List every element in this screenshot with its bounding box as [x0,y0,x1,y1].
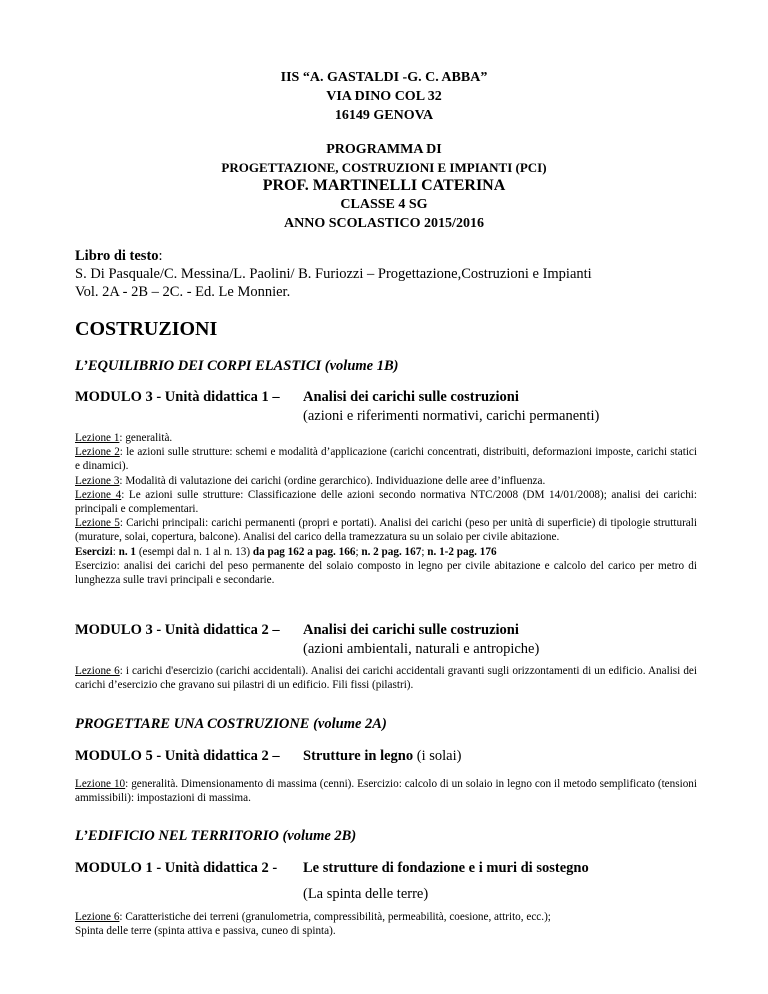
module-label: MODULO 5 - Unità didattica 2 – [75,748,280,764]
lesson-4: Lezione 4: Le azioni sulle strutture: Classificazione delle azioni secondo normativa NTC/2008 (DM 14/01/2008); analisi dei carichi: principali e complementari. [75,488,697,516]
module-label: MODULO 3 - Unità didattica 1 – [75,389,280,405]
lesson-5: Lezione 5: Carichi principali: carichi permanenti (propri e portati). Analisi dei carichi (peso per unità di superficie) di tipologie strutturali (murature, solai, copertura, balcone). Analisi del carico della tramezzatura su un solaio per civile abitazione. [75,517,697,544]
lessons-block-4 [75,910,697,938]
textbook-authors: S. Di Pasquale/C. Messina/L. Paolini/ B. Furiozzi – Progettazione,Costruzioni e Impianti [75,266,592,282]
subject-title: PROGETTAZIONE, COSTRUZIONI E IMPIANTI (PCI) [221,160,547,175]
module-subtitle: (azioni ambientali, naturali e antropiche) [303,641,540,657]
lessons-block-1 [75,431,697,587]
lesson-2: Lezione 2: le azioni sulle strutture: schemi e modalità d’applicazione (carichi concentrati, distribuiti, deformazioni imposte, carichi statici e dinamici). [75,446,697,473]
class-name: CLASSE 4 SG [340,197,428,212]
section-equilibrio: L’EQUILIBRIO DEI CORPI ELASTICI (volume 1B) [75,358,399,374]
lesson-6b-line2: Spinta delle terre (spinta attiva e passiva, cuneo di spinta). [75,925,336,938]
module-5-ud2 [75,748,462,765]
teacher-name: PROF. MARTINELLI CATERINA [262,177,506,194]
lessons-block-3 [75,777,697,805]
module-3-ud2 [75,622,540,657]
lesson-10: Lezione 10: generalità. Dimensionamento di massima (cenni). Esercizio: calcolo di un solaio in legno con il metodo semplificato (tensioni ammissibili): impostazioni di massima. [75,778,697,805]
lesson-6: Lezione 6: i carichi d'esercizio (carichi accidentali). Analisi dei carichi accidentali gravanti sugli orizzontamenti di un edificio. Analisi dei carichi d’esercizio che gravano sui pilastri di un edificio. Fili fissi (pilastri). [75,665,698,692]
module-label: MODULO 3 - Unità didattica 2 – [75,622,280,638]
exercises-line: Esercizi: n. 1 (esempi dal n. 1 al n. 13) da pag 162 a pag. 166; n. 2 pag. 167; n. 1-2 pag. 176 [75,545,497,558]
section-edificio: L’EDIFICIO NEL TERRITORIO (volume 2B) [75,828,357,844]
module-subtitle: (azioni e riferimenti normativi, carichi permanenti) [303,408,600,424]
module-title: Le strutture di fondazione e i muri di sostegno [303,860,589,876]
lesson-3: Lezione 3: Modalità di valutazione dei carichi (ordine gerarchico). Individuazione delle aree d’influenza. [75,474,546,487]
lessons-block-2 [75,664,697,692]
textbook-block [75,247,697,301]
programma-title: PROGRAMMA DI [326,142,442,157]
textbook-colon: : [158,248,163,264]
module-3-ud1 [75,389,600,424]
exercise-text: Esercizio: analisi dei carichi del peso permanente del solaio composto in legno per civile abitazione e calcolo del carico per metro di lunghezza sulle travi principali e secondarie. [75,559,697,587]
lesson-6b: Lezione 6: Caratteristiche dei terreni (granulometria, compressibilità, permeabilità, coesione, attrito, ecc.); [75,911,551,923]
costruzioni-heading: COSTRUZIONI [75,318,218,340]
module-title: Strutture in legno (i solai) [303,748,462,764]
section-progettare: PROGETTARE UNA COSTRUZIONE (volume 2A) [75,716,387,732]
textbook-label: Libro di testo [75,248,159,264]
module-1-ud2 [75,860,589,902]
module-label: MODULO 1 - Unità didattica 2 - [75,860,278,876]
module-title: Analisi dei carichi sulle costruzioni [303,389,519,405]
lesson-1: Lezione 1: generalità. [75,432,173,444]
module-subtitle: (La spinta delle terre) [303,886,429,902]
school-year: ANNO SCOLASTICO 2015/2016 [284,216,484,231]
module-title: Analisi dei carichi sulle costruzioni [303,622,519,638]
school-address: VIA DINO COL 32 [326,89,442,104]
school-name: IIS “A. GASTALDI -G. C. ABBA” [280,70,488,85]
textbook-volumes: Vol. 2A - 2B – 2C. - Ed. Le Monnier. [75,284,291,300]
school-city: 16149 GENOVA [334,108,434,123]
